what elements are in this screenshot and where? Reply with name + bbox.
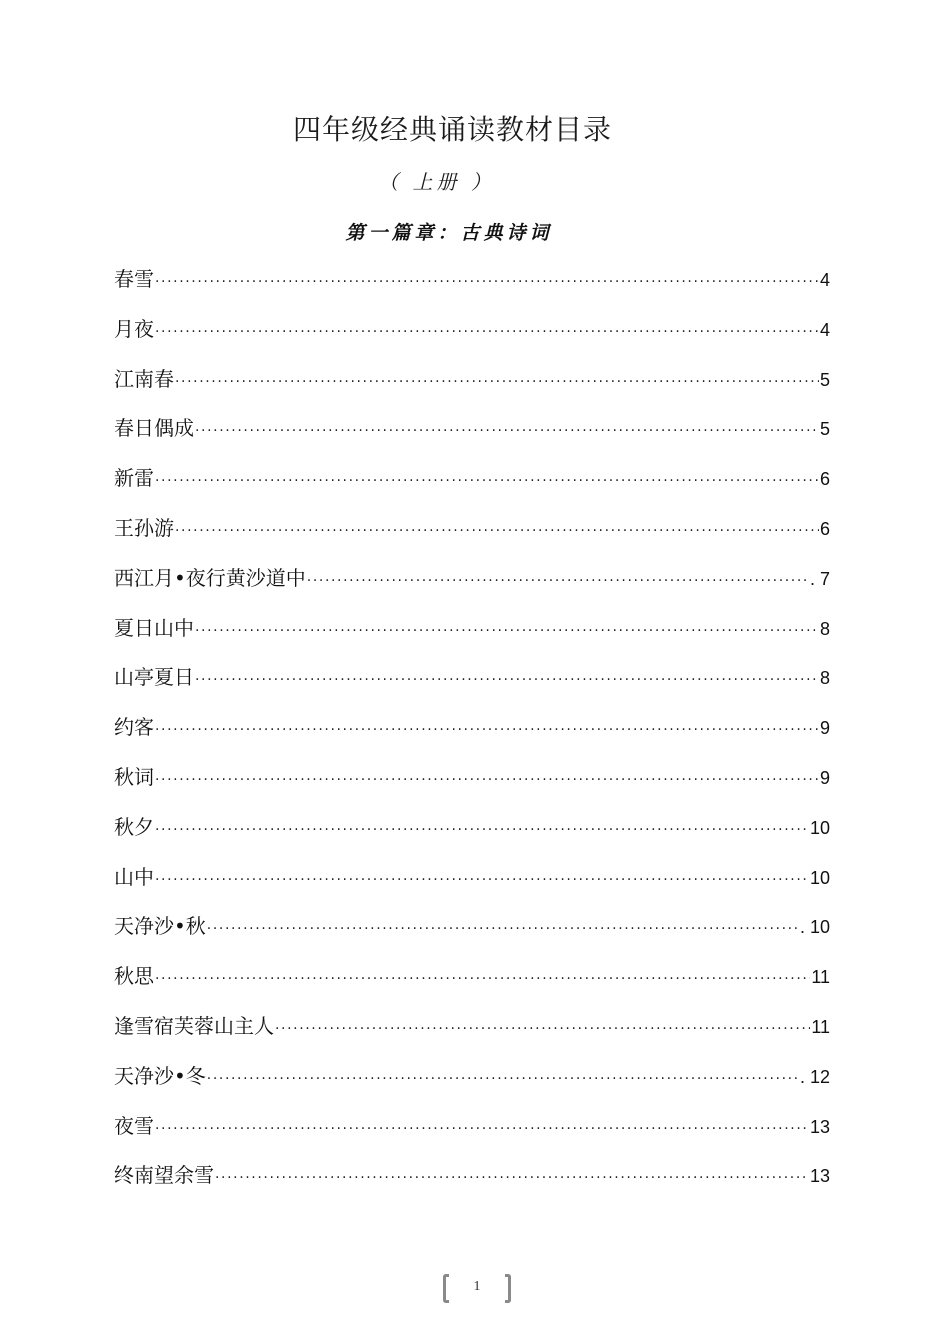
toc-entry[interactable] [114,1010,830,1060]
toc-entry-title: 秋词 [114,764,154,789]
toc-entry-page: 6 [819,469,830,490]
page-number: 1 [473,1279,481,1294]
toc-dot-leader [155,722,819,738]
toc-entry-title: 天净沙•秋 [114,914,206,939]
toc-dot-leader [175,374,819,390]
toc-entry[interactable] [114,661,830,711]
toc-entry[interactable] [114,711,830,761]
toc-entry-title: 夜雪 [114,1113,154,1138]
toc-dot-leader [155,473,819,489]
volume-subtitle: （ 上册 ） [378,170,495,194]
page-number-frame [443,1274,511,1303]
toc-entry[interactable] [114,612,830,662]
toc-entry[interactable] [114,1060,830,1110]
toc-entry-title: 约客 [114,715,154,740]
toc-entry-page: 8 [819,668,830,689]
toc-entry[interactable] [114,1110,830,1160]
right-bracket-icon [505,1274,511,1303]
toc-dot-leader [195,423,819,439]
toc-entry[interactable] [114,512,830,562]
toc-entry-page: 13 [809,1166,830,1187]
toc-dot-leader [155,274,819,290]
toc-entry-page: . 10 [799,917,830,938]
toc-entry-title: 新雷 [114,466,154,491]
toc-dot-leader [207,1071,799,1087]
toc-entry-page: . 12 [799,1066,830,1087]
toc-entry-title: 终南望余雪 [114,1163,214,1188]
toc-entry[interactable] [114,412,830,462]
toc-entry-page: 4 [819,270,830,290]
toc-entry-page: 4 [819,319,830,340]
toc-entry[interactable] [114,861,830,911]
toc-dot-leader [155,324,819,340]
toc-dot-leader [175,523,819,539]
toc-entry[interactable] [114,313,830,363]
toc-entry-title: 春雪 [114,267,154,291]
toc-entry-title: 春日偶成 [114,416,194,441]
table-of-contents [114,263,830,1209]
toc-entry-page: 5 [819,369,830,390]
toc-entry-title: 秋夕 [114,814,154,839]
toc-entry-page: 11 [811,1016,830,1037]
toc-entry[interactable] [114,811,830,861]
toc-entry-title: 逢雪宿芙蓉山主人 [114,1013,274,1038]
toc-entry[interactable] [114,363,830,413]
toc-entry-page: 10 [809,817,830,838]
toc-entry-title: 江南春 [114,366,174,391]
document-title: 四年级经典诵读教材目录 [292,113,612,146]
toc-entry-page: 9 [819,718,830,739]
toc-entry-page: 5 [819,419,830,440]
toc-dot-leader [195,623,819,639]
toc-dot-leader [155,772,819,788]
toc-entry-page: 10 [809,867,830,888]
toc-entry-title: 山亭夏日 [114,665,194,690]
toc-entry-page: 6 [819,518,830,539]
toc-entry-title: 西江月•夜行黄沙道中 [114,565,306,590]
toc-dot-leader [207,921,799,937]
toc-entry[interactable] [114,562,830,612]
toc-entry[interactable] [114,761,830,811]
chapter-heading: 第一篇章：古典诗词 [345,222,553,244]
toc-entry[interactable] [114,462,830,512]
toc-entry[interactable] [114,263,830,313]
toc-entry-title: 秋思 [114,964,154,989]
toc-entry-title: 月夜 [114,316,154,341]
toc-dot-leader [155,872,809,888]
toc-dot-leader [155,1121,809,1137]
toc-entry-page: 11 [811,967,830,988]
toc-entry[interactable] [114,960,830,1010]
toc-entry[interactable] [114,910,830,960]
toc-entry-page: . 7 [809,568,830,589]
toc-dot-leader [155,822,809,838]
toc-dot-leader [155,971,810,987]
toc-entry-title: 王孙游 [114,515,174,540]
toc-entry-title: 夏日山中 [114,615,194,640]
toc-dot-leader [275,1021,810,1037]
toc-entry[interactable] [114,1159,830,1209]
toc-dot-leader [307,573,809,589]
toc-entry-title: 天净沙•冬 [114,1063,206,1088]
toc-dot-leader [215,1170,809,1186]
toc-entry-page: 8 [819,618,830,639]
toc-entry-title: 山中 [114,864,154,889]
toc-entry-page: 13 [809,1116,830,1137]
toc-dot-leader [195,672,819,688]
toc-entry-page: 9 [819,767,830,788]
